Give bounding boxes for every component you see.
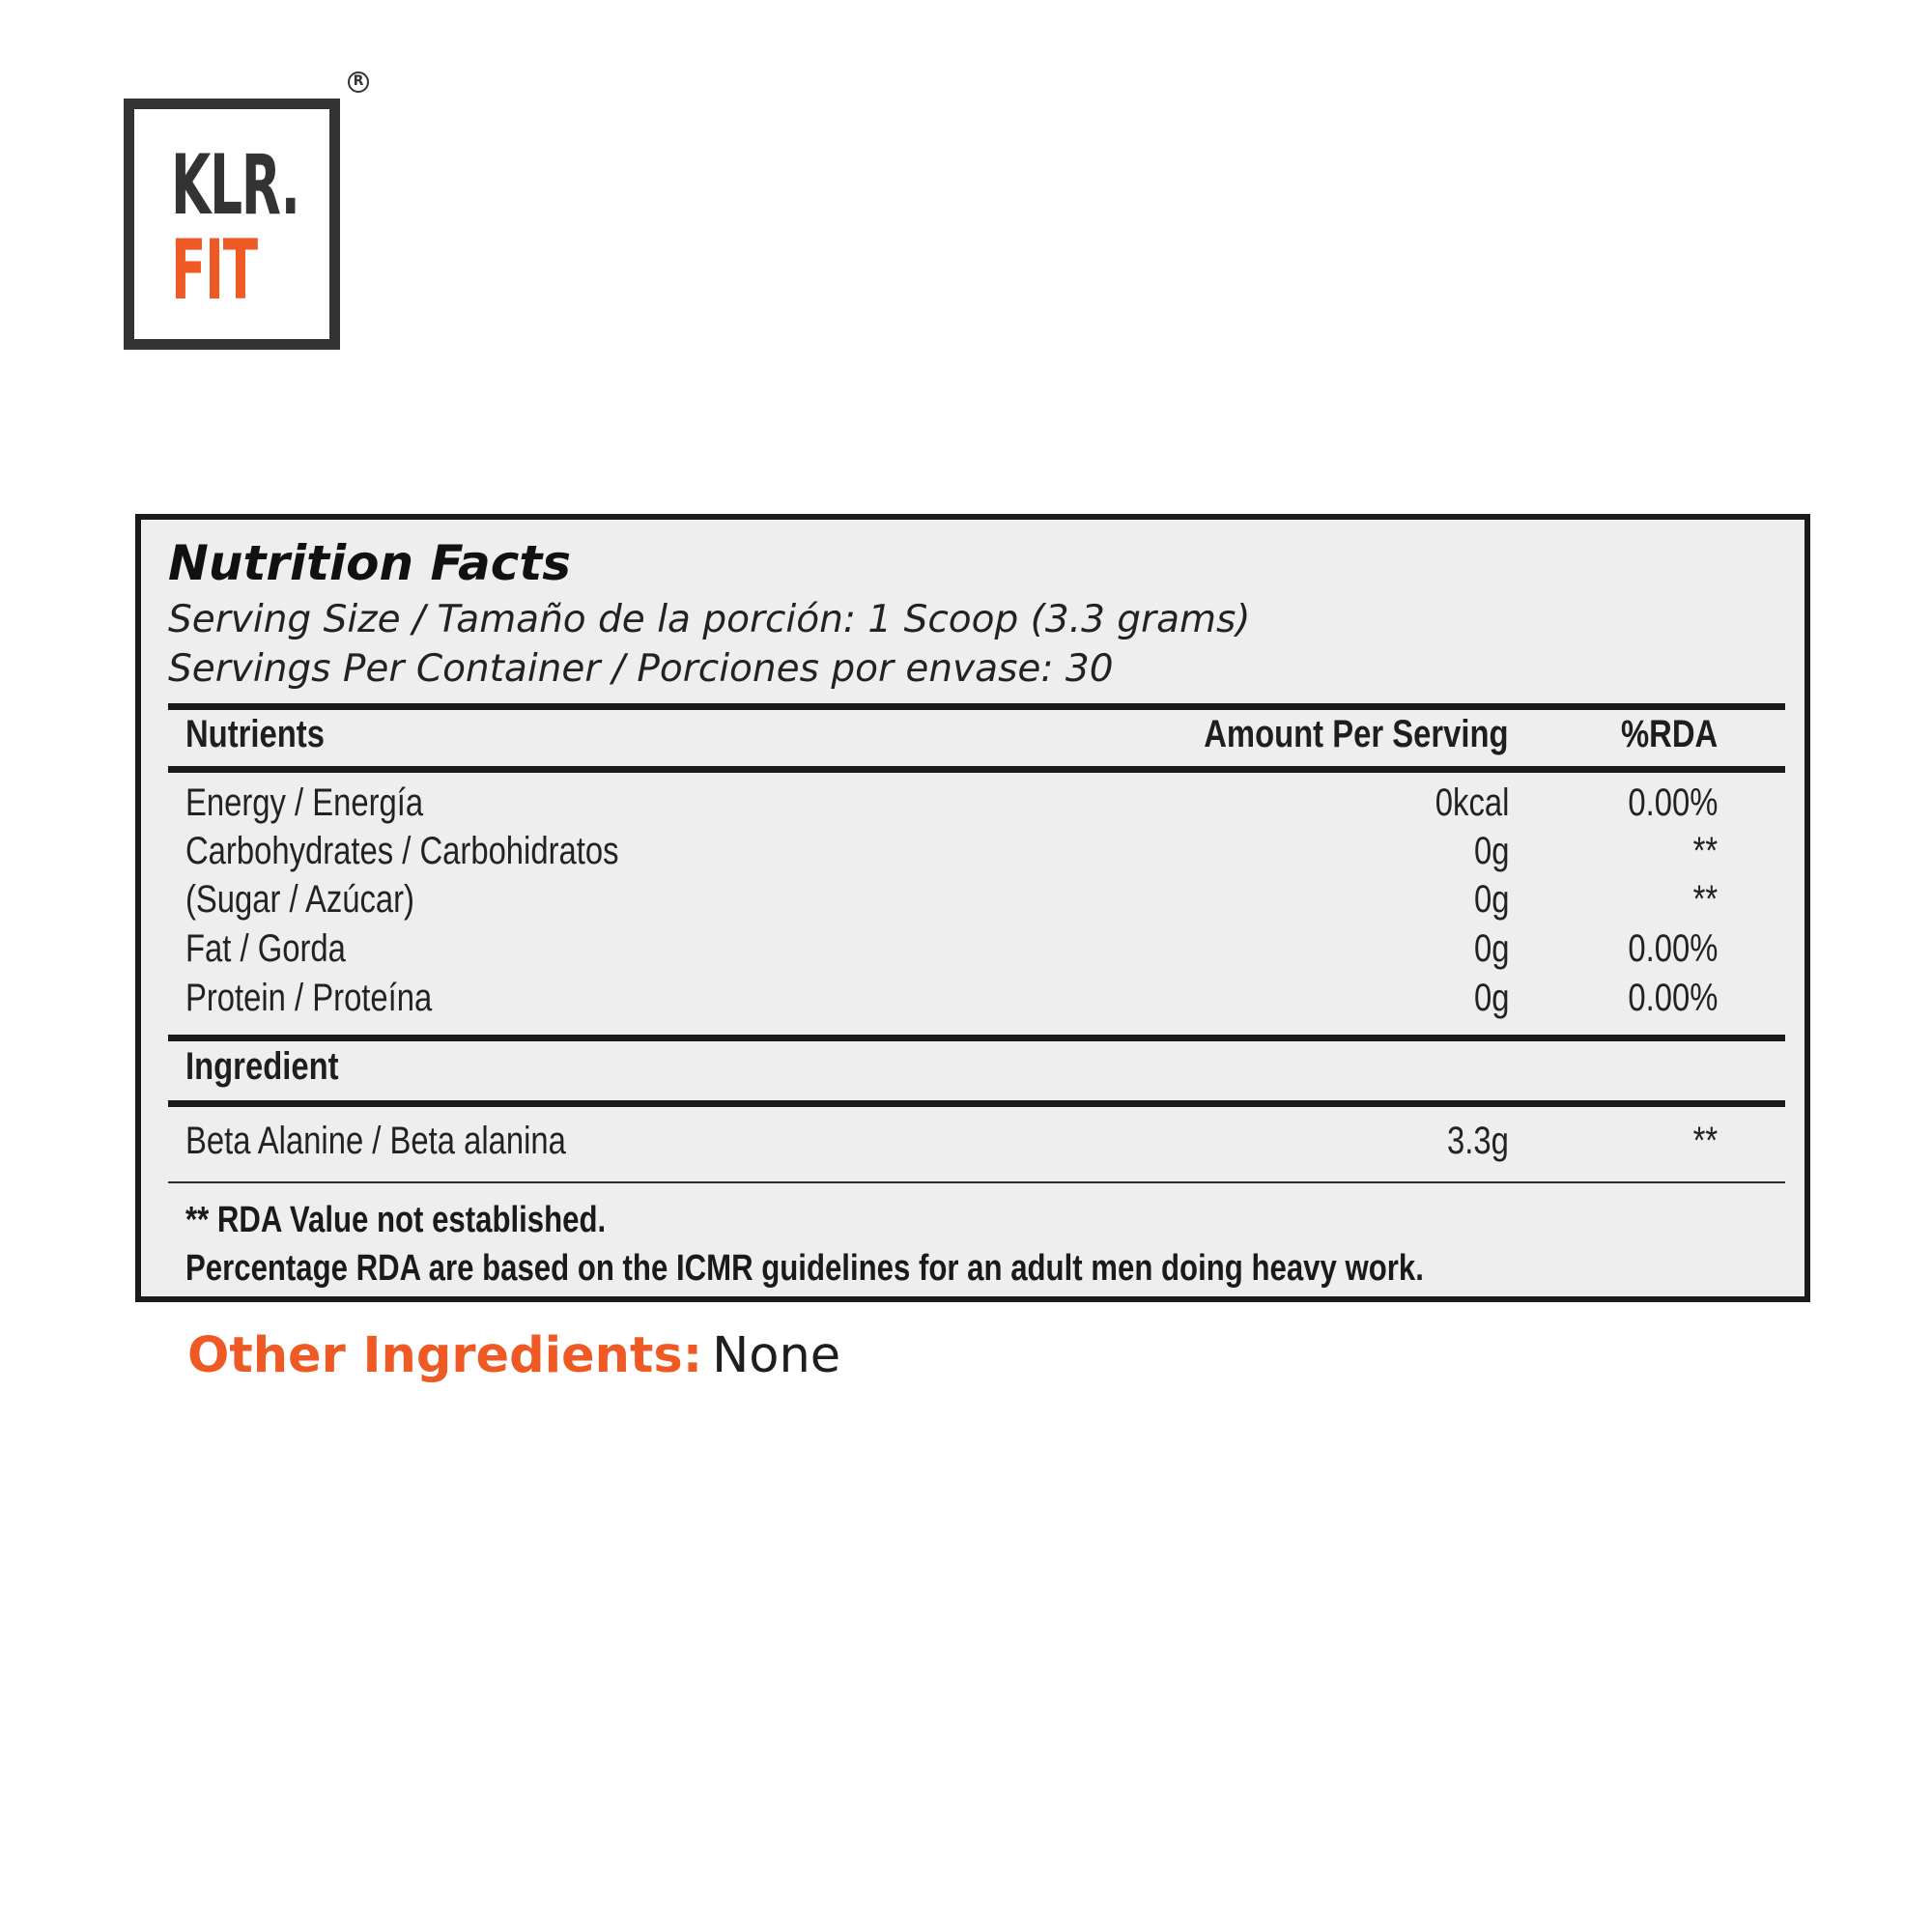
servings-per-container: Servings Per Container / Porciones por envase: 30 [168,647,1114,691]
footnote-rda-not-established: ** RDA Value not established. [185,1200,607,1240]
other-ingredients-value: None [712,1327,841,1384]
divider-nutrients [168,1035,1785,1041]
logo-text-fit: FIT [171,222,257,319]
logo-text-klr: KLR. [171,137,299,234]
column-header-rda: %RDA [1620,713,1718,755]
registered-trademark-icon: R [348,71,369,93]
nutrition-facts-panel [135,514,1810,1302]
brand-logo [124,99,340,350]
nutrient-name: (Sugar / Azúcar) [185,878,414,921]
nutrient-rda: 0.00% [1627,927,1718,970]
nutrient-rda: 0.00% [1627,977,1718,1019]
nutrient-name: Carbohydrates / Carbohidratos [185,830,619,872]
nutrient-name: Energy / Energía [185,781,424,824]
nutrient-rda: 0.00% [1627,781,1718,824]
nutrient-rda: ** [1692,878,1718,921]
ingredient-name: Beta Alanine / Beta alanina [185,1120,566,1162]
nutrient-name: Protein / Proteína [185,977,433,1019]
nutrient-rda: ** [1692,830,1718,872]
nutrient-amount: 0g [1473,830,1509,872]
column-header-nutrients: Nutrients [185,713,325,755]
ingredient-rda: ** [1692,1120,1718,1162]
divider-header [168,766,1785,773]
nutrient-name: Fat / Gorda [185,927,346,970]
nutrient-amount: 0g [1473,977,1509,1019]
divider-top [168,703,1785,710]
column-header-amount: Amount Per Serving [1204,713,1509,755]
divider-ingredient-header [168,1100,1785,1107]
divider-ingredients [168,1181,1785,1183]
nutrient-amount: 0g [1473,927,1509,970]
ingredient-amount: 3.3g [1447,1120,1509,1162]
nutrient-amount: 0g [1473,878,1509,921]
footnote-rda-basis: Percentage RDA are based on the ICMR guidelines for an adult men doing heavy work. [185,1248,1424,1289]
panel-title: Nutrition Facts [168,535,571,591]
ingredient-header: Ingredient [185,1045,339,1088]
other-ingredients [187,1325,840,1387]
serving-size: Serving Size / Tamaño de la porción: 1 Scoop (3.3 grams) [168,598,1251,641]
other-ingredients-label: Other Ingredients: [187,1327,703,1384]
nutrient-amount: 0kcal [1435,781,1509,824]
